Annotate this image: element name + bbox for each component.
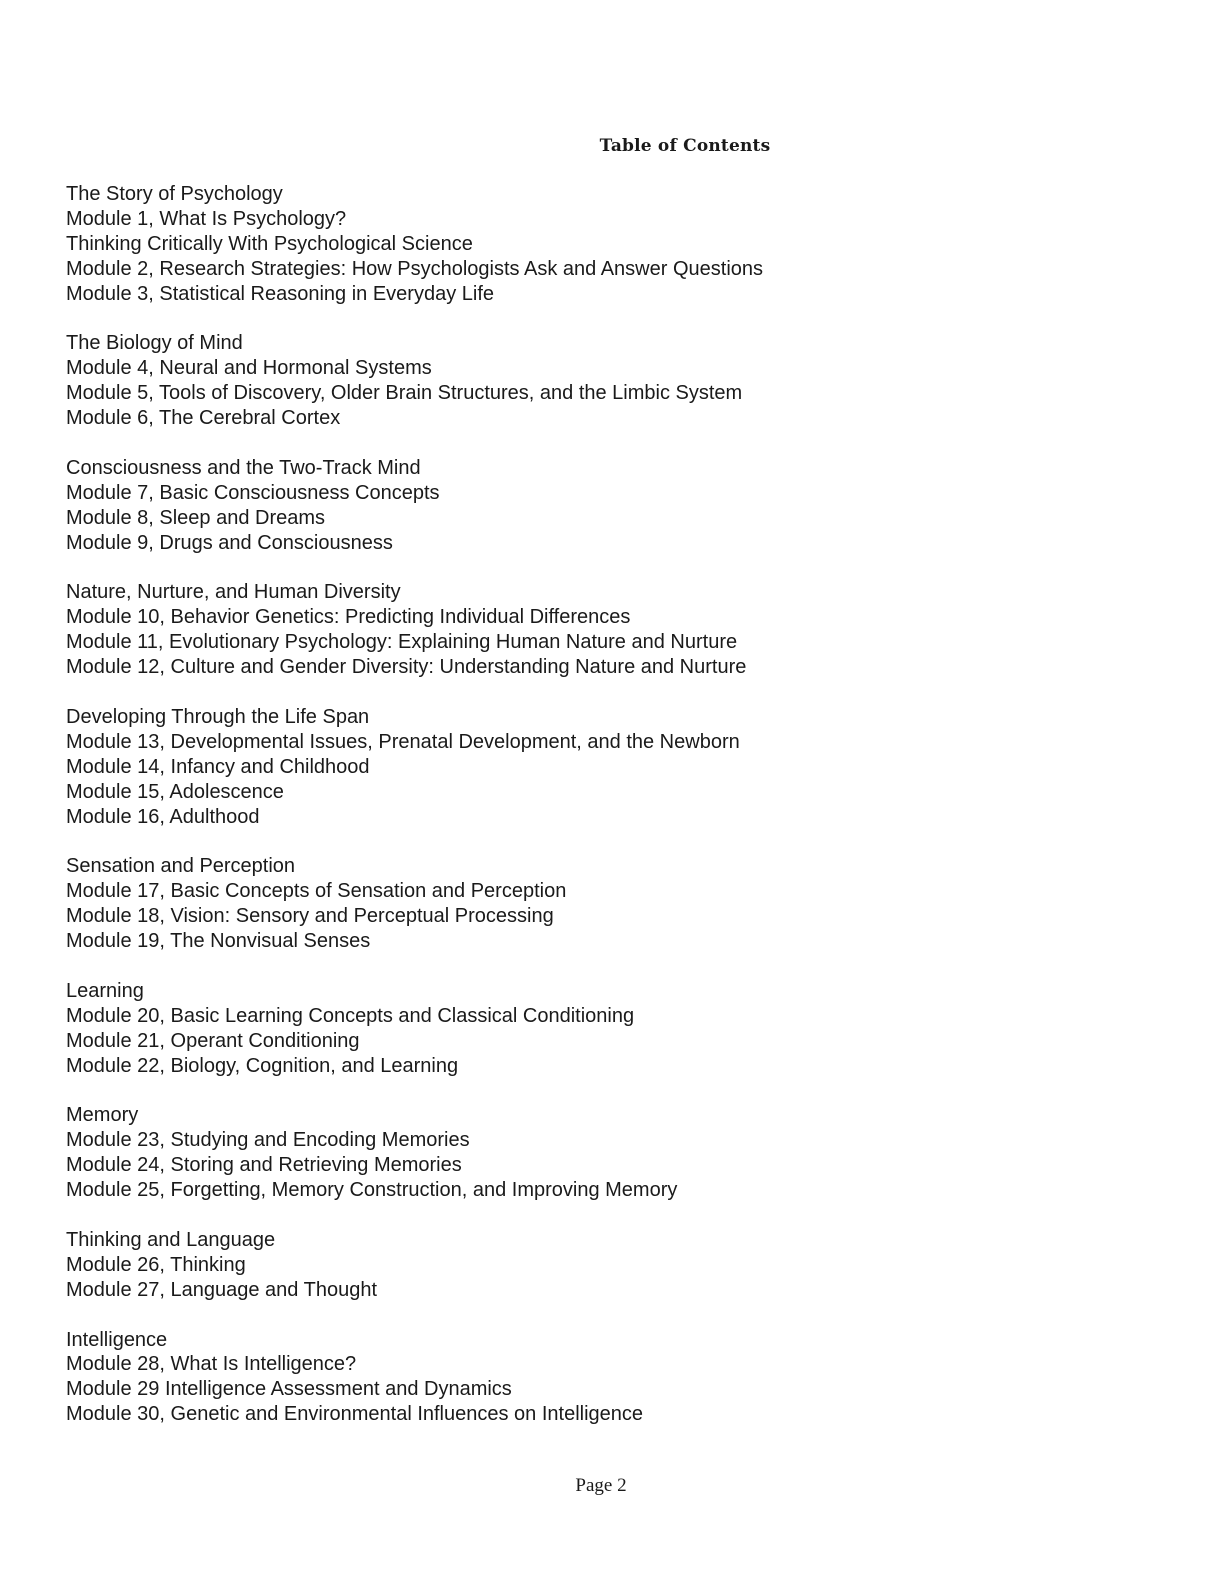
toc-entry: Module 30, Genetic and Environmental Influences on Intelligence <box>66 1403 644 1426</box>
section-heading: Sensation and Perception <box>66 855 296 878</box>
toc-entry: Module 21, Operant Conditioning <box>66 1029 360 1052</box>
toc-entry: Module 16, Adulthood <box>66 805 260 828</box>
section-heading: Memory <box>66 1104 139 1127</box>
toc-section <box>66 854 1166 954</box>
toc-section <box>66 979 1166 1079</box>
toc-entry: Module 18, Vision: Sensory and Perceptual Processing <box>66 905 554 928</box>
toc-entry: Module 26, Thinking <box>66 1253 246 1276</box>
toc-entry: Module 22, Biology, Cognition, and Learning <box>66 1054 459 1077</box>
toc-section <box>66 456 1166 556</box>
toc-entry: Module 17, Basic Concepts of Sensation and Perception <box>66 880 567 903</box>
section-heading: Intelligence <box>66 1328 168 1351</box>
toc-entry: Module 7, Basic Consciousness Concepts <box>66 481 440 504</box>
toc-entry: Module 13, Developmental Issues, Prenatal Development, and the Newborn <box>66 730 740 753</box>
page-title: Table of Contents <box>599 136 771 156</box>
toc-entry: Module 9, Drugs and Consciousness <box>66 531 393 554</box>
toc-entry: Module 24, Storing and Retrieving Memories <box>66 1154 462 1177</box>
toc-entry: Module 27, Language and Thought <box>66 1278 378 1301</box>
section-heading: The Biology of Mind <box>66 332 243 355</box>
toc-section <box>66 705 1166 830</box>
section-heading: Nature, Nurture, and Human Diversity <box>66 581 401 604</box>
toc-entry: Module 14, Infancy and Childhood <box>66 755 370 778</box>
toc-entry: Module 20, Basic Learning Concepts and Classical Conditioning <box>66 1004 635 1027</box>
toc-entry: Module 15, Adolescence <box>66 780 284 803</box>
toc-entry: Module 11, Evolutionary Psychology: Explaining Human Nature and Nurture <box>66 631 738 654</box>
toc-entry: Module 19, The Nonvisual Senses <box>66 930 371 953</box>
toc-entry: Module 25, Forgetting, Memory Construction, and Improving Memory <box>66 1179 678 1202</box>
toc-entry: Module 28, What Is Intelligence? <box>66 1353 357 1376</box>
toc-section <box>66 1228 1166 1303</box>
toc-entry: Module 1, What Is Psychology? <box>66 207 347 230</box>
section-heading: Consciousness and the Two-Track Mind <box>66 456 421 479</box>
toc-section <box>66 580 1166 680</box>
section-heading: Developing Through the Life Span <box>66 705 370 728</box>
toc-entry: Module 4, Neural and Hormonal Systems <box>66 357 432 380</box>
section-heading: Thinking and Language <box>66 1228 276 1251</box>
toc-section <box>66 331 1166 431</box>
toc-entry: Module 29 Intelligence Assessment and Dynamics <box>66 1378 512 1401</box>
toc-entry: Module 5, Tools of Discovery, Older Brain Structures, and the Limbic System <box>66 382 743 405</box>
toc-entry: Module 23, Studying and Encoding Memories <box>66 1129 470 1152</box>
toc-entry: Module 2, Research Strategies: How Psychologists Ask and Answer Questions <box>66 257 764 280</box>
section-heading: Learning <box>66 979 144 1002</box>
toc-entry: Module 6, The Cerebral Cortex <box>66 407 341 430</box>
toc-entry: Module 12, Culture and Gender Diversity: Understanding Nature and Nurture <box>66 656 747 679</box>
toc-section <box>66 182 1166 307</box>
toc-entry: Thinking Critically With Psychological Science <box>66 232 473 255</box>
toc-entry: Module 8, Sleep and Dreams <box>66 506 326 529</box>
page-number: Page 2 <box>575 1475 627 1496</box>
toc-section <box>66 1328 1166 1428</box>
toc-section <box>66 1103 1166 1203</box>
toc-entry: Module 10, Behavior Genetics: Predicting Individual Differences <box>66 606 631 629</box>
section-heading: The Story of Psychology <box>66 183 283 205</box>
table-of-contents <box>66 182 1166 1452</box>
toc-entry: Module 3, Statistical Reasoning in Everyday Life <box>66 282 495 305</box>
